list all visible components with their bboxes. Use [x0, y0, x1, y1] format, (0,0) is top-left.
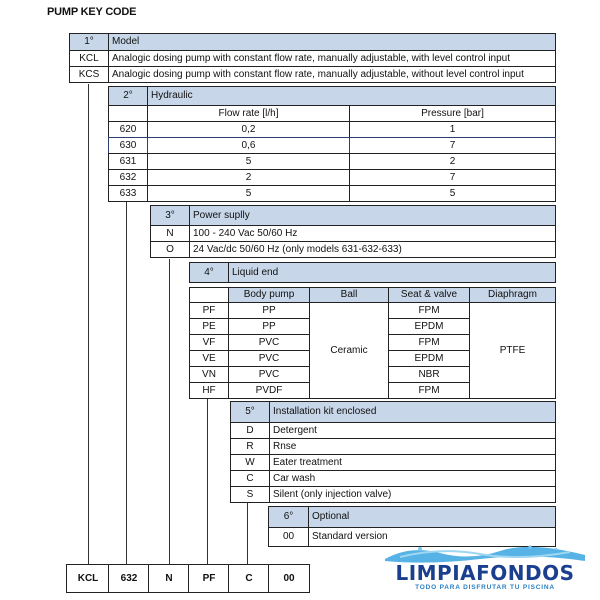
hydraulic-flow-632: 2	[147, 169, 350, 186]
kit-number: 5°	[230, 401, 270, 423]
model-number: 1°	[69, 33, 109, 51]
liquid-header-blank	[189, 287, 229, 303]
hydraulic-flow-630: 0,6	[147, 137, 350, 154]
kit-code-c: C	[230, 470, 270, 487]
liquid-code-vf: VF	[189, 334, 229, 351]
connector-line-power	[169, 259, 170, 564]
hydraulic-header-blank	[108, 105, 148, 122]
example-code-power: N	[148, 564, 190, 593]
model-heading: Model	[108, 33, 556, 51]
liquid-seat-vf: FPM	[388, 334, 470, 351]
model-desc-kcl: Analogic dosing pump with constant flow rate, manually adjustable, with level control input	[108, 50, 556, 67]
logo-name: LIMPIAFONDOS	[395, 561, 575, 585]
hydraulic-code-632: 632	[108, 169, 148, 186]
hydraulic-code-631: 631	[108, 153, 148, 170]
example-code-hydraulic: 632	[108, 564, 150, 593]
water-splash-icon	[380, 543, 590, 563]
optional-number: 6°	[268, 506, 309, 528]
hydraulic-code-620: 620	[108, 121, 148, 138]
example-code-optional: 00	[268, 564, 310, 593]
power-code-o: O	[150, 241, 190, 258]
liquid-col-ball: Ball	[309, 287, 389, 303]
hydraulic-flow-631: 5	[147, 153, 350, 170]
hydraulic-pressure-631: 2	[349, 153, 556, 170]
hydraulic-pressure-620: 1	[349, 121, 556, 138]
kit-code-r: R	[230, 438, 270, 455]
liquid-seat-pe: EPDM	[388, 318, 470, 335]
model-code-kcl: KCL	[69, 50, 109, 67]
optional-code-00: 00	[268, 527, 309, 547]
power-code-n: N	[150, 225, 190, 242]
hydraulic-pressure-630: 7	[349, 137, 556, 154]
liquid-code-hf: HF	[189, 382, 229, 399]
kit-desc-d: Detergent	[269, 422, 556, 439]
model-desc-kcs: Analogic dosing pump with constant flow rate, manually adjustable, without level control input	[108, 66, 556, 83]
model-code-kcs: KCS	[69, 66, 109, 83]
hydraulic-col-flow: Flow rate [l/h]	[147, 105, 350, 122]
example-code-kit: C	[228, 564, 270, 593]
liquid-seat-ve: EPDM	[388, 350, 470, 367]
liquid-code-ve: VE	[189, 350, 229, 367]
hydraulic-pressure-632: 7	[349, 169, 556, 186]
liquid-seat-vn: NBR	[388, 366, 470, 383]
liquid-seat-hf: FPM	[388, 382, 470, 399]
logo-tagline: TODO PARA DISFRUTAR TU PISCINA	[415, 584, 555, 591]
kit-desc-w: Eater treatment	[269, 454, 556, 471]
liquid-seat-pf: FPM	[388, 302, 470, 319]
liquid-body-ve: PVC	[228, 350, 310, 367]
liquid-col-seat: Seat & valve	[388, 287, 470, 303]
kit-code-s: S	[230, 486, 270, 503]
liquid-ball-value: Ceramic	[309, 302, 389, 399]
hydraulic-code-633: 633	[108, 185, 148, 202]
kit-code-d: D	[230, 422, 270, 439]
optional-heading: Optional	[308, 506, 556, 528]
kit-desc-c: Car wash	[269, 470, 556, 487]
hydraulic-code-630: 630	[108, 137, 148, 154]
hydraulic-flow-633: 5	[147, 185, 350, 202]
power-number: 3°	[150, 205, 190, 226]
connector-line-model	[88, 84, 89, 564]
example-code-model: KCL	[66, 564, 110, 593]
hydraulic-heading: Hydraulic	[147, 86, 556, 106]
kit-desc-r: Rnse	[269, 438, 556, 455]
liquid-code-vn: VN	[189, 366, 229, 383]
connector-line-hydraulic	[126, 202, 127, 564]
hydraulic-col-pressure: Pressure [bar]	[349, 105, 556, 122]
liquid-body-pf: PP	[228, 302, 310, 319]
liquid-body-vf: PVC	[228, 334, 310, 351]
hydraulic-pressure-633: 5	[349, 185, 556, 202]
liquid-body-vn: PVC	[228, 366, 310, 383]
liquid-col-body: Body pump	[228, 287, 310, 303]
brand-logo	[380, 543, 590, 593]
kit-heading: Installation kit enclosed	[269, 401, 556, 423]
connector-line-kit	[247, 503, 248, 564]
hydraulic-number: 2°	[108, 86, 148, 106]
example-code-liquid: PF	[188, 564, 230, 593]
power-heading: Power suplly	[189, 205, 556, 226]
liquid-body-hf: PVDF	[228, 382, 310, 399]
connector-line-liquid	[207, 398, 208, 564]
liquid-col-diaphragm: Diaphragm	[469, 287, 556, 303]
liquid-heading: Liquid end	[228, 262, 556, 283]
power-desc-n: 100 - 240 Vac 50/60 Hz	[189, 225, 556, 242]
kit-desc-s: Silent (only injection valve)	[269, 486, 556, 503]
page-title: PUMP KEY CODE	[47, 6, 137, 18]
liquid-code-pe: PE	[189, 318, 229, 335]
liquid-code-pf: PF	[189, 302, 229, 319]
power-desc-o: 24 Vac/dc 50/60 Hz (only models 631-632-633)	[189, 241, 556, 258]
optional-desc-00: Standard version	[308, 527, 556, 547]
liquid-diaphragm-value: PTFE	[469, 302, 556, 399]
liquid-body-pe: PP	[228, 318, 310, 335]
liquid-number: 4°	[189, 262, 229, 283]
hydraulic-flow-620: 0,2	[147, 121, 350, 138]
kit-code-w: W	[230, 454, 270, 471]
